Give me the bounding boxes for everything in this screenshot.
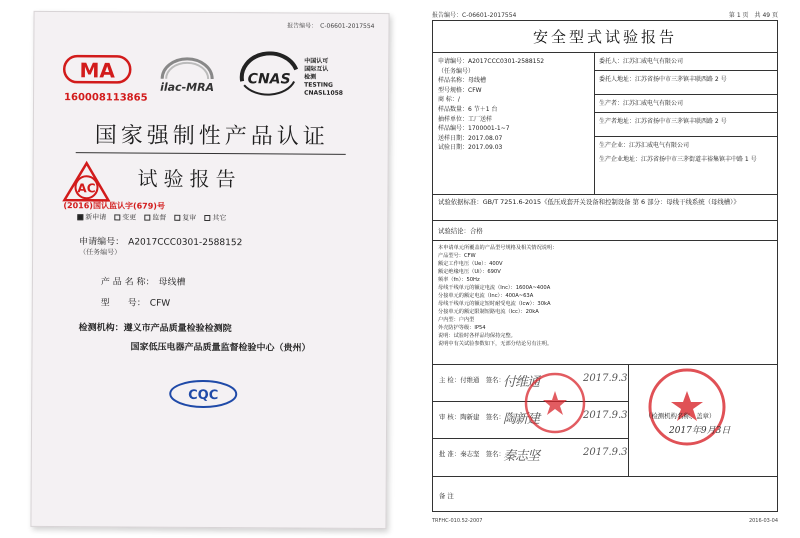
- form-date: 2016-03-04: [748, 518, 778, 524]
- cnas-logo-text: CNAS: [247, 71, 291, 88]
- safety-test-report-page: [432, 6, 778, 532]
- ilac-mra-logo-icon: [152, 53, 222, 99]
- empty-box-icon: [174, 215, 180, 221]
- ac-accreditation-logo-icon: [61, 160, 111, 204]
- signer-row-approver: 批 准：秦志坚 签名： 秦志坚 2017.9.3: [433, 439, 629, 477]
- product-name-field: 产 品 名 称： 母线槽: [100, 277, 186, 288]
- ac-logo-text: AC: [77, 181, 96, 196]
- cnas-logo-icon: [234, 51, 304, 99]
- cma-logo-text: MA: [79, 58, 115, 83]
- option-review: 复审: [174, 213, 196, 223]
- scope-line: 分接单元的额定限制短路电流（Icc）：20kA: [438, 309, 539, 315]
- client-address-cell: 委托人地址：江苏省扬中市三茅镇丰联西路 2 号: [595, 71, 777, 95]
- report-form: [432, 20, 778, 512]
- checked-box-icon: [77, 214, 83, 220]
- cma-code: 160008113865: [64, 92, 148, 104]
- scope-line: 分接单元的额定电流（Inc）：400A~63A: [438, 293, 534, 299]
- testing-lab-line-1: 检测机构：遵义市产品质量检验检测院: [78, 323, 232, 335]
- stamp-date: 2017年9月3日: [669, 426, 731, 436]
- scope-line: 说明：试验时各样品均保持完整。: [438, 333, 516, 339]
- ilac-logo-text: ilac-MRA: [160, 80, 215, 95]
- empty-box-icon: [204, 215, 210, 221]
- ac-code: (2016)国认监认字(679)号: [63, 201, 166, 211]
- signature-date: 2017.9.3: [583, 373, 628, 384]
- scope-line: 本申请单元所覆盖的产品型号规格及相关情况说明：: [438, 245, 558, 251]
- empty-box-icon: [144, 215, 150, 221]
- sample-info-line: 样品编号：1700001-1~7: [438, 125, 510, 133]
- scope-line: 频率（fn）：50Hz: [438, 277, 480, 283]
- handwritten-signature: 秦志坚: [503, 449, 540, 464]
- scope-line: 产品型号：CFW: [438, 253, 476, 259]
- sample-info-line: 样品数量：6 节＋1 台: [438, 105, 498, 113]
- sample-info-line: 样品名称：母线槽: [438, 77, 487, 85]
- sample-info-line: （任务编号）: [438, 67, 475, 75]
- cma-logo-icon: [62, 52, 132, 86]
- scope-line: 外壳防护等级：IP54: [438, 325, 486, 331]
- option-change: 变更: [114, 212, 136, 222]
- sample-info-block: [433, 53, 595, 195]
- page-report-number: 报告编号：C-06601-2017554: [432, 12, 517, 19]
- signature-block: [433, 365, 777, 477]
- signature-date: 2017.9.3: [583, 410, 628, 421]
- report-title: 安全型式试验报告: [433, 21, 777, 53]
- testing-lab-line-2: 国家低压电器产品质量监督检验中心（贵州）: [130, 342, 311, 354]
- scope-line: 户内型：户内型: [438, 317, 475, 323]
- option-new-application: 新申请: [77, 212, 106, 222]
- title-divider: [76, 152, 346, 155]
- scope-line: 母线干线单元的额定电流（Inc）：1600A~400A: [438, 285, 551, 291]
- sample-info-line: 送样日期：2017.08.07: [438, 134, 503, 142]
- cover-main-title: 国家强制性产品认证: [94, 123, 329, 150]
- option-other: 其它: [204, 213, 226, 223]
- cqc-logo-text: CQC: [188, 387, 219, 404]
- cover-subtitle: 试验报告: [137, 166, 242, 192]
- red-seal-stamp-icon: [523, 371, 587, 435]
- remarks-row: 备 注: [439, 492, 454, 500]
- sample-info-line: 商 标：/: [438, 96, 460, 104]
- scope-line: 母线干线单元的额定短时耐受电流（Icw）：30kA: [438, 301, 551, 307]
- party-info-block: [595, 53, 777, 195]
- scope-line: 额定绝缘电压（Ui）：690V: [438, 269, 501, 275]
- application-number-field: 申请编号： A2017CCC0301-2588152: [79, 237, 243, 249]
- sample-info-line: 试验日期：2017.09.03: [438, 144, 503, 152]
- certification-cover-page: [30, 11, 389, 529]
- manufacturer-address-cell: 生产者地址：江苏省扬中市三茅镇丰联西路 2 号: [595, 113, 777, 137]
- scope-line: 额定工作电压（Ue）：400V: [438, 261, 503, 267]
- form-code: TRFHC-010.52-2007: [432, 518, 483, 524]
- page-counter: 第 1 页 共 49 页: [728, 12, 778, 19]
- cnas-accreditation-text: 中国认可 国际互认 检测 TESTING CNASL1058: [304, 57, 344, 97]
- test-standard-basis: 试验依据标准：GB/T 7251.6-2015《低压成套开关设备和控制设备 第 6 部分：母线干线系统（母线槽）》: [433, 195, 777, 221]
- signer-row-inspector: 主 检：付维通 签名： 付维通 2017.9.3: [433, 365, 629, 402]
- signature-date: 2017.9.3: [583, 447, 628, 458]
- option-supervision: 监督: [144, 213, 166, 223]
- signer-row-reviewer: 审 核：陶新建 签名： 陶新建 2017.9.3: [433, 402, 629, 439]
- sample-info-line: 型号规格：CFW: [438, 86, 482, 94]
- manufacturer-cell: 生产者：江苏汇威电气有限公司: [595, 95, 777, 113]
- scope-note: 说明中有关试验参数如下，无部分结论另有注明。: [438, 341, 553, 347]
- sample-info-line: 申请编号：A2017CCC0301-2588152: [438, 58, 545, 65]
- stamp-caption: （检测机构名称、盖章）: [645, 412, 716, 420]
- cqc-logo-icon: [168, 379, 238, 409]
- client-cell: 委托人：江苏汇威电气有限公司: [595, 53, 777, 71]
- sample-info-line: 抽样单位：工厂送样: [438, 115, 493, 123]
- factory-cell: 生产企业：江苏汇威电气有限公司 生产企业地址：江苏省扬中市三茅街道丰裕集镇丰中路 1 号: [599, 142, 757, 163]
- empty-box-icon: [114, 214, 120, 220]
- cover-report-number: 报告编号： C-06601-2017554: [287, 22, 375, 31]
- test-conclusion: 试验结论：合格: [433, 221, 777, 241]
- application-type-options: [77, 212, 226, 223]
- task-number-hint: （任务编号）: [79, 248, 122, 257]
- handwritten-signature: 付维通: [503, 375, 540, 390]
- product-scope-description: [433, 241, 777, 365]
- model-field: 型 号： CFW: [100, 298, 171, 309]
- handwritten-signature: 陶新建: [503, 412, 540, 427]
